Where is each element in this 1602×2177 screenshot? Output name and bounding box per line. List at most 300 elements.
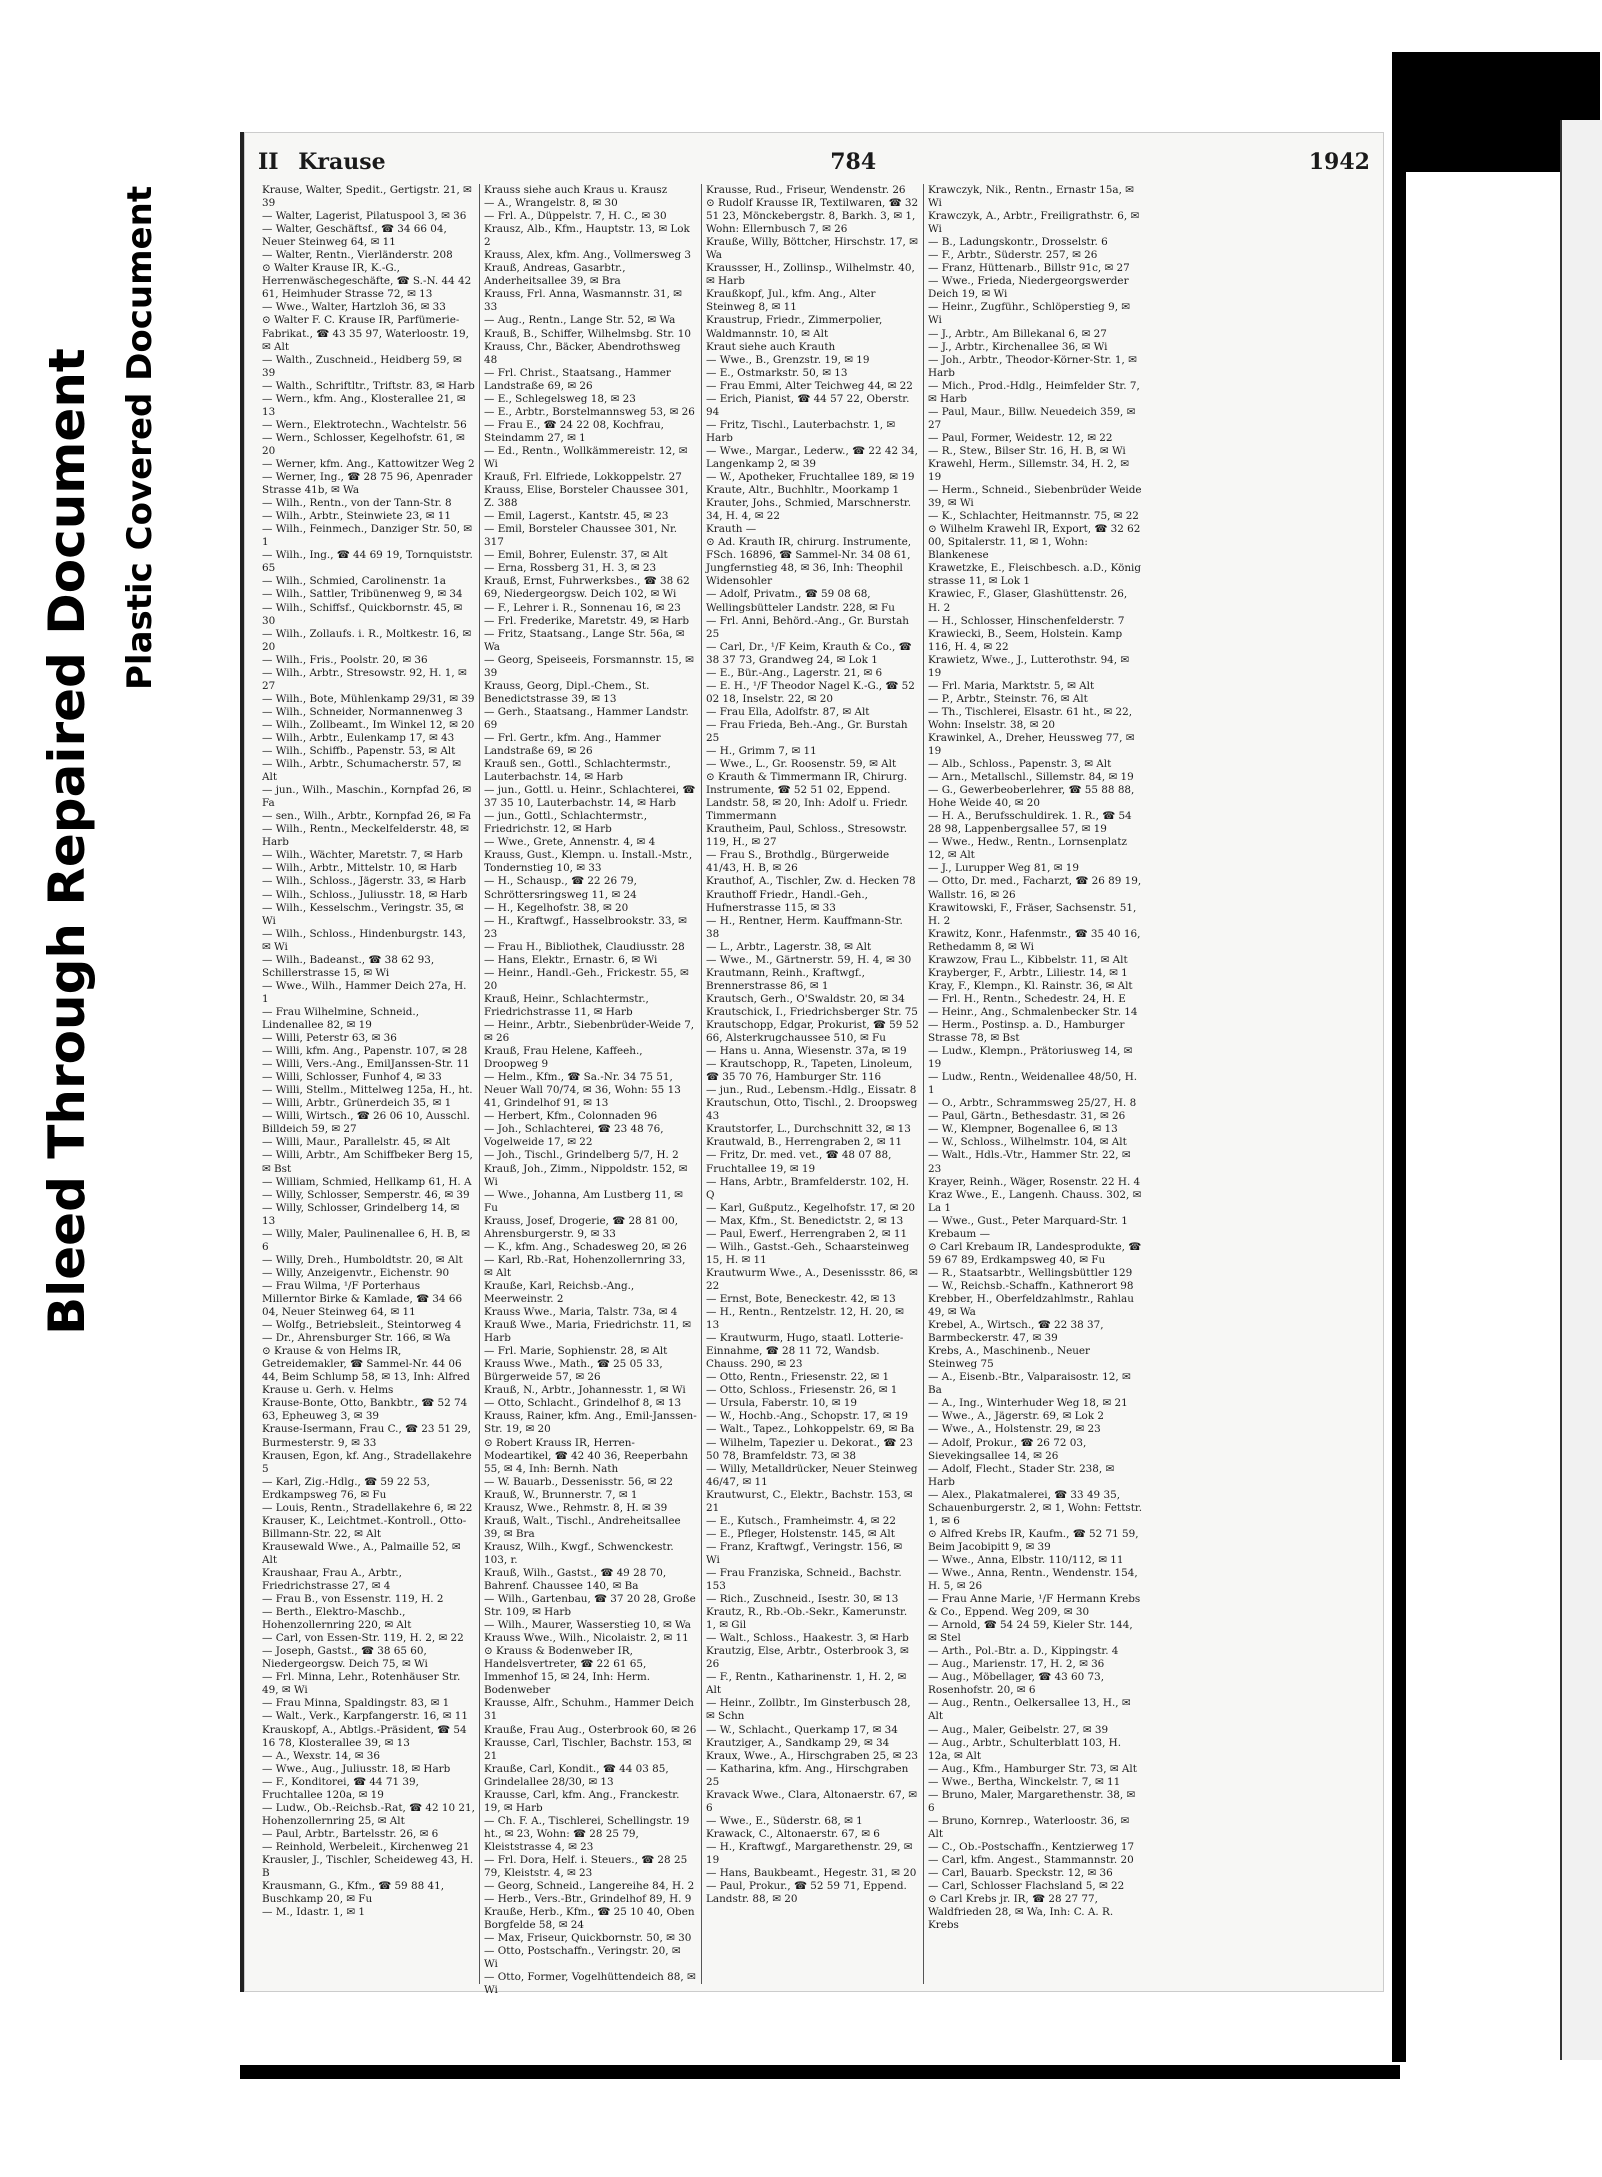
directory-entry: — Wilh., Schloss., Juliusstr. 18, ✉ Harb	[262, 888, 468, 901]
directory-entry: — Frau Emmi, Alter Teichweg 44, ✉ 22	[706, 379, 913, 392]
directory-entry: Krauthof, A., Tischler, Zw. d. Hecken 78	[706, 875, 916, 888]
directory-entry: — Willi, Arbtr., Grünerdeich 35, ✉ 1	[262, 1097, 452, 1110]
directory-entry: ⊙ Walter Krause IR, K.-G., Herrenwäschegeschäfte, ☎ S.-N. 44 42 61, Heimhuder Strasse 72, ✉ 13	[262, 262, 472, 301]
directory-entry: — Paul, Maur., Billw. Neuedeich 359, ✉ 27	[928, 405, 1136, 431]
directory-entry: — Wilh., Badeanst., ☎ 38 62 93, Schillerstrasse 15, ✉ Wi	[262, 953, 435, 979]
directory-entry: — Hans, Baukbeamt., Hegestr. 31, ✉ 20	[706, 1867, 917, 1880]
directory-entry: — F., Rentn., Katharinenstr. 1, H. 2, ✉ Alt	[706, 1671, 907, 1697]
directory-entry: — Frau S., Brothdlg., Bürgerweide 41/43, H. B, ✉ 26	[706, 849, 890, 875]
directory-entry: Krauße, Frau Aug., Osterbrook 60, ✉ 26	[484, 1723, 697, 1736]
directory-entry: — Berth., Elektro-Maschb., Hohenzollernring 220, ✉ Alt	[262, 1606, 412, 1632]
directory-entry: — Arn., Metallschl., Sillemstr. 84, ✉ 19	[928, 771, 1134, 784]
directory-entry: Krawinkel, A., Dreher, Heussweg 77, ✉ 19	[928, 731, 1135, 758]
directory-entry: — jun., Gottl., Schlachtermstr., Friedrichstr. 12, ✉ Harb	[484, 810, 648, 836]
directory-entry: Krawetzke, E., Fleischbesch. a.D., König strasse 11, ✉ Lok 1	[928, 562, 1142, 588]
directory-entry: — Willy, Anzeigenvtr., Eichenstr. 90	[262, 1266, 450, 1279]
plastic-covered-label: Plastic Covered Document	[120, 185, 160, 690]
directory-entry: Krauss, Elise, Borsteler Chaussee 301, Z. 388	[484, 484, 689, 510]
side-label-block	[0, 0, 230, 1500]
directory-entry: — Frau Frieda, Beh.-Ang., Gr. Burstah 25	[706, 718, 908, 744]
directory-entry: Krausse, Carl, Tischler, Bachstr. 153, ✉ 21	[484, 1736, 692, 1762]
directory-entry: — Bruno, Maler, Margarethenstr. 38, ✉ 6	[928, 1788, 1136, 1814]
bleed-through-label: Bleed Through Repaired Document	[38, 348, 96, 1335]
directory-entry: — Alb., Schloss., Papenstr. 3, ✉ Alt	[928, 758, 1112, 771]
directory-entry: — William, Schmied, Hellkamp 61, H. A	[262, 1175, 472, 1188]
directory-entry: — Willy, Metalldrücker, Neuer Steinweg 46/47, ✉ 11	[706, 1462, 918, 1488]
directory-entry: Kraussser, H., Zollinsp., Wilhelmstr. 40, ✉ Harb	[706, 262, 915, 288]
directory-entry: — Hans, Elektr., Ernastr. 6, ✉ Wi	[484, 953, 658, 966]
column-1	[258, 184, 480, 1984]
directory-entry: — A., Eisenb.-Btr., Valparaisostr. 12, ✉ Ba	[928, 1371, 1131, 1397]
directory-entry: — Walt., Hdls.-Vtr., Hammer Str. 22, ✉ 23	[928, 1149, 1131, 1175]
directory-entry: — Wilh., Fris., Poolstr. 20, ✉ 36	[262, 653, 428, 666]
directory-entry: — Emil, Bohrer, Eulenstr. 37, ✉ Alt	[484, 549, 668, 562]
directory-entry: — Walt., Tapez., Lohkoppelstr. 69, ✉ Ba	[706, 1423, 915, 1436]
directory-entry: — Wwe., E., Süderstr. 68, ✉ 1	[706, 1814, 863, 1827]
directory-entry: Krausmann, G., Kfm., ☎ 59 88 41, Buschkamp 20, ✉ Fu	[262, 1880, 445, 1906]
directory-entry: — Wwe., B., Grenzstr. 19, ✉ 19	[706, 353, 870, 366]
directory-entry: — Krautwurm, Hugo, staatl. Lotterie-Einnahme, ☎ 28 11 72, Wandsb. Chauss. 290, ✉ 23	[706, 1332, 904, 1371]
directory-entry: Krauß sen., Gottl., Schlachtermstr., Lauterbachstr. 14, ✉ Harb	[484, 758, 671, 784]
directory-entry: — Wwe., Margar., Lederw., ☎ 22 42 34, Langenkamp 2, ✉ 39	[706, 444, 918, 470]
directory-entry: ⊙ Carl Krebaum IR, Landesprodukte, ☎ 59 67 89, Erdkampsweg 40, ✉ Fu	[928, 1240, 1142, 1266]
header-left	[258, 149, 398, 175]
directory-entry: — H., Kegelhofstr. 38, ✉ 20	[484, 901, 629, 914]
directory-entry: — Max, Friseur, Quickbornstr. 50, ✉ 30	[484, 1932, 692, 1945]
directory-entry: — Wwe., Bertha, Winckelstr. 7, ✉ 11	[928, 1775, 1121, 1788]
directory-entry: Krawzow, Frau L., Kibbelstr. 11, ✉ Alt	[928, 953, 1128, 966]
directory-entry: — Wilh., Arbtr., Schumacherstr. 57, ✉ Alt	[262, 758, 461, 784]
directory-entry: Krauss, Chr., Bäcker, Abendrothsweg 48	[484, 340, 681, 366]
directory-entry: — Otto, Postschaffn., Veringstr. 20, ✉ Wi	[484, 1945, 681, 1971]
directory-entry: Krausler, J., Tischler, Scheideweg 43, H. B	[262, 1854, 474, 1880]
directory-entry: Kraushaar, Frau A., Arbtr., Friedrichstrasse 27, ✉ 4	[262, 1566, 402, 1593]
directory-entry: Krawitowski, F., Fräser, Sachsenstr. 51, H. 2	[928, 901, 1137, 927]
directory-entry: Krauße, Carl, Kondit., ☎ 44 03 85, Grindelallee 28/30, ✉ 13	[484, 1762, 669, 1788]
directory-entry: Krauss, Gust., Klempn. u. Install.-Mstr., Tondernstieg 10, ✉ 33	[484, 849, 693, 875]
directory-entry: — Wern., Elektrotechn., Wachtelstr. 56	[262, 418, 467, 431]
page-year: 1942	[1308, 149, 1370, 175]
directory-entry: Kray, F., Klempn., Kl. Rainstr. 36, ✉ Alt	[928, 979, 1133, 992]
directory-entry: — Wern., kfm. Ang., Klosterallee 21, ✉ 13	[262, 392, 466, 418]
directory-entry: — Wwe., Hedw., Rentn., Lornsenplatz 12, ✉ Alt	[928, 836, 1128, 862]
directory-entry: — Katharina, kfm. Ang., Hirschgraben 25	[706, 1762, 909, 1788]
directory-entry: ⊙ Carl Krebs jr. IR, ☎ 28 27 77, Waldfrieden 28, ✉ Wa, Inh: C. A. R. Krebs	[928, 1893, 1114, 1932]
directory-entry: Krauter, Johs., Schmied, Marschnerstr. 34, H. 4, ✉ 22	[706, 497, 912, 523]
directory-entry: — Wilhelm, Tapezier u. Dekorat., ☎ 23 50 78, Bramfeldstr. 73, ✉ 38	[706, 1436, 913, 1462]
directory-entry: — Ludw., Klempn., Prätoriusweg 14, ✉ 19	[928, 1045, 1133, 1071]
directory-entry: — Ludw., Rentn., Weidenallee 48/50, H. 1	[928, 1071, 1138, 1097]
directory-entry: Krauthoff Friedr., Handl.-Geh., Hufnerstrasse 115, ✉ 33	[706, 888, 868, 914]
directory-entry: — Werner, Ing., ☎ 28 75 96, Apenrader Strasse 41b, ✉ Wa	[262, 471, 473, 497]
directory-entry: — Franz, Kraftwgf., Veringstr. 156, ✉ Wi	[706, 1540, 903, 1566]
directory-entry: — Arnold, ☎ 54 24 59, Kieler Str. 144, ✉ Stel	[928, 1619, 1133, 1645]
directory-entry: — Karl, Gußputz., Kegelhofstr. 17, ✉ 20	[706, 1201, 915, 1214]
directory-entry: — Willi, Wirtsch., ☎ 26 06 10, Ausschl. Billdeich 59, ✉ 27	[262, 1110, 470, 1136]
directory-entry: Kraustrup, Friedr., Zimmerpolier, Waldmannstr. 10, ✉ Alt	[706, 314, 883, 340]
directory-entry: Krautheim, Paul, Schloss., Stresowstr. 119, H., ✉ 27	[706, 823, 908, 849]
directory-entry: Krautsch, Gerh., O'Swaldstr. 20, ✉ 34	[706, 992, 905, 1005]
directory-entry: Kraut siehe auch Krauth	[706, 340, 836, 353]
directory-entry: — Wilh., Wächter, Maretstr. 7, ✉ Harb	[262, 849, 463, 862]
directory-entry: — Heinr., Ang., Schmalenbecker Str. 14	[928, 1005, 1138, 1018]
directory-entry: Kraute, Altr., Buchhltr., Moorkamp 1	[706, 484, 900, 497]
directory-entry: — jun., Wilh., Maschin., Kornpfad 26, ✉ Fa	[262, 784, 472, 810]
directory-entry: — Heinr., Zollbtr., Im Ginsterbusch 28, ✉ Schn	[706, 1697, 911, 1723]
directory-entry: Krauße, Willy, Böttcher, Hirschstr. 17, ✉ Wa	[706, 236, 918, 262]
directory-entry: — Carl, Dr., ¹/F Keim, Krauth & Co., ☎ 38 37 73, Grandweg 24, ✉ Lok 1	[706, 640, 912, 666]
directory-entry: — Frl. Anni, Behörd.-Ang., Gr. Burstah 25	[706, 614, 909, 640]
directory-entry: — Wilh., Rentn., von der Tann-Str. 8	[262, 497, 452, 510]
directory-entry: — Wilh., Arbtr., Mittelstr. 10, ✉ Harb	[262, 862, 457, 875]
directory-entry: — Arth., Pol.-Btr. a. D., Kippingstr. 4	[928, 1645, 1119, 1658]
directory-entry: — Frau H., Bibliothek, Claudiusstr. 28	[484, 940, 685, 953]
directory-entry: — Ursula, Faberstr. 10, ✉ 19	[706, 1397, 858, 1410]
scan-edge-bar	[1392, 52, 1406, 2062]
directory-entry: — Paul, Former, Weidestr. 12, ✉ 22	[928, 431, 1113, 444]
directory-entry: — Wilh., Schiffsf., Quickbornstr. 45, ✉ 30	[262, 601, 463, 627]
directory-entry: Krebaum —	[928, 1227, 990, 1240]
directory-entry: — Georg, Schneid., Langereihe 84, H. 2	[484, 1880, 695, 1893]
directory-entry: — Carl, Schlosser Flachsland 5, ✉ 22	[928, 1880, 1125, 1893]
directory-entry: — Herm., Postinsp. a. D., Hamburger Strasse 78, ✉ Bst	[928, 1019, 1125, 1045]
directory-entry: — Franz, Hüttenarb., Billstr 91c, ✉ 27	[928, 262, 1130, 275]
directory-entry: — Willi, Schlosser, Funhof 4, ✉ 33	[262, 1071, 442, 1084]
directory-entry: Krawietz, Wwe., J., Lutterothstr. 94, ✉ 19	[928, 653, 1130, 679]
directory-entry: Krautmann, Reinh., Kraftwgf., Brennerstrasse 86, ✉ 1	[706, 966, 865, 992]
directory-entry: Krause-Isermann, Frau C., ☎ 23 51 29, Burmesterstr. 9, ✉ 33	[262, 1423, 471, 1449]
directory-entry: Krawitz, Konr., Hafenmstr., ☎ 35 40 16, Rethedamm 8, ✉ Wi	[928, 927, 1141, 953]
directory-entry: Krautziger, A., Sandkamp 29, ✉ 34	[706, 1736, 890, 1749]
directory-entry: Krauß, Frau Helene, Kaffeeh., Droopweg 9	[484, 1045, 643, 1071]
directory-entry: Krauß, B., Schiffer, Wilhelmsbg. Str. 10	[484, 327, 691, 340]
directory-entry: — Frl. A., Düppelstr. 7, H. C., ✉ 30	[484, 210, 667, 223]
directory-entry: — Ludw., Ob.-Reichsb.-Rat, ☎ 42 10 21, Hohenzollernring 25, ✉ Alt	[262, 1801, 475, 1827]
directory-entry: Krebel, A., Wirtsch., ☎ 22 38 37, Barmbeckerstr. 47, ✉ 39	[928, 1319, 1104, 1345]
directory-entry: ⊙ Ad. Krauth IR, chirurg. Instrumente, FSch. 16896, ☎ Sammel-Nr. 34 08 61, Jungfernstieg 48, ✉ 36, Inh: Theophil Widensohler	[706, 536, 912, 588]
adjacent-page-sliver	[1560, 120, 1602, 2060]
directory-entry: Krawczyk, A., Arbtr., Freiligrathstr. 6, ✉ Wi	[928, 210, 1140, 236]
directory-entry: ⊙ Robert Krauss IR, Herren-Modeartikel, ☎ 42 40 36, Reeperbahn 55, ✉ 4, Inh: Bernh. Nath	[484, 1436, 688, 1475]
directory-entry: — Otto, Schloss., Friesenstr. 26, ✉ 1	[706, 1384, 898, 1397]
directory-entry: — Frl. Gertr., kfm. Ang., Hammer Landstraße 69, ✉ 26	[484, 731, 661, 758]
directory-entry: Krawczyk, Nik., Rentn., Ernastr 15a, ✉ Wi	[928, 184, 1134, 210]
directory-entry: Krauskopf, A., Abtlgs.-Präsident, ☎ 54 16 78, Klosterallee 39, ✉ 13	[262, 1723, 467, 1749]
directory-entry: — W., Reichsb.-Schaffn., Kathnerort 98	[928, 1279, 1134, 1292]
directory-entry: — Wwe., Walter, Hartzloh 36, ✉ 33	[262, 301, 446, 314]
directory-entry: — Wilh., Schmied, Carolinenstr. 1a	[262, 575, 446, 588]
directory-entry: — Wwe., A., Jägerstr. 69, ✉ Lok 2	[928, 1410, 1105, 1423]
directory-entry: Krauss, Frl. Anna, Wasmannstr. 31, ✉ 33	[484, 288, 682, 314]
directory-entry: — Carl, Bauarb. Speckstr. 12, ✉ 36	[928, 1867, 1113, 1880]
directory-entry: — Adolf, Flecht., Stader Str. 238, ✉ Harb	[928, 1462, 1115, 1488]
directory-entry: — Wwe., L., Gr. Roosenstr. 59, ✉ Alt	[706, 758, 897, 771]
directory-entry: — Wern., Schlosser, Kegelhofstr. 61, ✉ 20	[262, 431, 465, 457]
directory-entry: Krausse, Rud., Friseur, Wendenstr. 26	[706, 184, 906, 196]
directory-entry: — Gerh., Staatsang., Hammer Landstr. 69	[484, 705, 689, 731]
directory-entry: — A., Wexstr. 14, ✉ 36	[262, 1749, 380, 1762]
directory-entry: — Herb., Vers.-Btr., Grindelhof 89, H. 9	[484, 1893, 692, 1906]
directory-entry: — Joh., Arbtr., Theodor-Körner-Str. 1, ✉ Harb	[928, 353, 1137, 379]
directory-entry: — Max, Kfm., St. Benedictstr. 2, ✉ 13	[706, 1214, 904, 1227]
directory-entry: Krautwald, B., Herrengraben 2, ✉ 11	[706, 1136, 903, 1149]
directory-entry: — Heinr., Arbtr., Siebenbrüder-Weide 7, ✉ 26	[484, 1019, 695, 1045]
directory-entry: — Wilh., Arbtr., Stresowstr. 92, H. 1, ✉ 27	[262, 666, 467, 692]
directory-entry: — F., Arbtr., Süderstr. 257, ✉ 26	[928, 249, 1098, 262]
directory-entry: Krauße, Karl, Reichsb.-Ang., Meerweinstr. 2	[484, 1279, 635, 1305]
directory-entry: — Heinr., Handl.-Geh., Frickestr. 55, ✉ 20	[484, 966, 689, 992]
directory-entry: Krauß, Frl. Elfriede, Lokkoppelstr. 27	[484, 471, 682, 484]
directory-entry: — Wwe., Anna, Rentn., Wendenstr. 154, H. 5, ✉ 26	[928, 1566, 1138, 1593]
directory-entry: — L., Arbtr., Lagerstr. 38, ✉ Alt	[706, 940, 872, 953]
directory-entry: Krausz, Alb., Kfm., Hauptstr. 13, ✉ Lok 2	[484, 223, 690, 249]
directory-entry: — K., Schlachter, Heitmannstr. 75, ✉ 22	[928, 510, 1139, 523]
directory-entry: Krausz, Wilh., Kwgf., Schwenckestr. 103, r.	[484, 1540, 674, 1566]
directory-entry: — Frl. Christ., Staatsang., Hammer Landstraße 69, ✉ 26	[484, 366, 671, 392]
directory-entry: — K., kfm. Ang., Schadesweg 20, ✉ 26	[484, 1240, 687, 1253]
directory-entry: — Otto, Schlacht., Grindelhof 8, ✉ 13	[484, 1397, 682, 1410]
directory-entry: — Wilh., Arbtr., Steinwiete 23, ✉ 11	[262, 510, 451, 523]
directory-entry: — Frau B., von Essenstr. 119, H. 2	[262, 1593, 444, 1606]
directory-entry: — Wolfg., Betriebsleit., Steintorweg 4	[262, 1319, 462, 1332]
directory-entry: — Willy, Maler, Paulinenallee 6, H. B, ✉ 6	[262, 1227, 470, 1253]
directory-entry: Krauß, Walt., Tischl., Andreheitsallee 39, ✉ Bra	[484, 1514, 681, 1540]
directory-entry: — Otto, Dr. med., Facharzt, ☎ 26 89 19, Wallstr. 16, ✉ 26	[928, 875, 1142, 901]
directory-entry: — Mich., Prod.-Hdlg., Heimfelder Str. 7, ✉ Harb	[928, 379, 1140, 405]
directory-entry: — Rich., Zuschneid., Isestr. 30, ✉ 13	[706, 1593, 899, 1606]
directory-entry: Krebber, H., Oberfeldzahlmstr., Rahlau 49, ✉ Wa	[928, 1292, 1134, 1319]
directory-entry: — Wilh., Feinmech., Danziger Str. 50, ✉ 1	[262, 523, 473, 549]
directory-entry: — Dr., Ahrensburger Str. 166, ✉ Wa	[262, 1332, 451, 1345]
directory-entry: — Wilh., Arbtr., Eulenkamp 17, ✉ 43	[262, 731, 455, 744]
directory-entry: — W., Schloss., Wilhelmstr. 104, ✉ Alt	[928, 1136, 1127, 1149]
directory-entry: — Walt., Schloss., Haakestr. 3, ✉ Harb	[706, 1632, 909, 1645]
directory-entry: — Wwe., Wilh., Hammer Deich 27a, H. 1	[262, 979, 467, 1005]
directory-entry: — E., Ostmarkstr. 50, ✉ 13	[706, 366, 848, 379]
directory-entry: — Wilh., Schloss., Hindenburgstr. 143, ✉ Wi	[262, 927, 466, 953]
directory-entry: Krauth —	[706, 523, 757, 536]
directory-entry: — Walth., Schriftltr., Triftstr. 83, ✉ Harb	[262, 379, 475, 392]
directory-entry: — Walter, Rentn., Vierländerstr. 208	[262, 249, 453, 262]
directory-entry: Krautzig, Else, Arbtr., Osterbrook 3, ✉ 26	[706, 1645, 909, 1671]
directory-entry: Krauß Wwe., Maria, Friedrichstr. 11, ✉ Harb	[484, 1319, 691, 1345]
directory-entry: Krausen, Egon, kf. Ang., Stradellakehre 5	[262, 1449, 472, 1475]
directory-entry: — Wilh., Bote, Mühlenkamp 29/31, ✉ 39	[262, 692, 475, 705]
directory-entry: — Wwe., Gust., Peter Marquard-Str. 1	[928, 1214, 1128, 1227]
directory-entry: — E., Pfleger, Holstenstr. 145, ✉ Alt	[706, 1527, 895, 1540]
directory-entry: — A., Ing., Winterhuder Weg 18, ✉ 21	[928, 1397, 1128, 1410]
directory-entry: — Frl. Frederike, Maretstr. 49, ✉ Harb	[484, 614, 690, 627]
directory-entry: — Frau Wilma, ¹/F Porterhaus Millerntor Birke & Kamlade, ☎ 34 66 04, Neuer Steinweg 64, ✉ 11	[262, 1279, 463, 1319]
directory-entry: — H., Kraftwgf., Margarethenstr. 29, ✉ 19	[706, 1840, 913, 1866]
directory-entry: — J., Arbtr., Am Billekanal 6, ✉ 27	[928, 327, 1107, 340]
directory-entry: — Walth., Zuschneid., Heidberg 59, ✉ 39	[262, 353, 462, 379]
directory-entry: — Carl, von Essen-Str. 119, H. 2, ✉ 22	[262, 1632, 464, 1645]
directory-entry: — Wwe., Frieda, Niedergeorgswerder Deich 19, ✉ Wi	[928, 275, 1129, 301]
directory-entry: Krauß, W., Brunnerstr. 7, ✉ 1	[484, 1488, 638, 1501]
directory-columns	[258, 184, 1368, 1997]
directory-entry: — Walter, Geschäftsf., ☎ 34 66 04, Neuer Steinweg 64, ✉ 11	[262, 223, 447, 249]
directory-entry: Krautschick, I., Friedrichsberger Str. 75	[706, 1005, 918, 1018]
directory-entry: Krayer, Reinh., Wäger, Rosenstr. 22 H. 4	[928, 1175, 1141, 1188]
directory-entry: — Ch. F. A., Tischlerei, Schellingstr. 19 ht., ✉ 23, Wohn: ☎ 28 25 79, Kleiststrasse 4, ✉ 23	[484, 1814, 690, 1853]
page-number: 784	[830, 149, 877, 175]
directory-entry: — Otto, Former, Vogelhüttendeich 88, ✉ Wi	[484, 1971, 696, 1997]
directory-entry: — Paul, Gärtn., Bethesdastr. 31, ✉ 26	[928, 1110, 1126, 1123]
directory-entry: — Frl. H., Rentn., Schedestr. 24, H. E	[928, 992, 1126, 1005]
directory-entry: — Alex., Plakatmalerei, ☎ 33 49 35, Schauenburgerstr. 2, ✉ 1, Wohn: Fettstr. 1, ✉ 6	[928, 1488, 1143, 1527]
directory-entry: — H., Grimm 7, ✉ 11	[706, 745, 817, 758]
directory-entry: — Wilh., Sattler, Tribünenweg 9, ✉ 34	[262, 588, 463, 601]
directory-entry: — Otto, Rentn., Friesenstr. 22, ✉ 1	[706, 1371, 890, 1384]
directory-entry: Krauss, Josef, Drogerie, ☎ 28 81 00, Ahrensburgerstr. 9, ✉ 33	[484, 1214, 679, 1240]
directory-entry: — Herbert, Kfm., Colonnaden 96	[484, 1110, 658, 1123]
directory-entry: — Willy, Schlosser, Semperstr. 46, ✉ 39	[262, 1188, 470, 1201]
directory-entry: — Willi, kfm. Ang., Papenstr. 107, ✉ 28	[262, 1045, 468, 1058]
directory-entry: — Wwe., Anna, Elbstr. 110/112, ✉ 11	[928, 1553, 1124, 1566]
directory-entry: — Frl. Dora, Helf. i. Steuers., ☎ 28 25 79, Kleiststr. 4, ✉ 23	[484, 1854, 688, 1880]
directory-entry: — Willy, Schlosser, Grindelberg 14, ✉ 13	[262, 1201, 460, 1227]
directory-entry: Krautwurst, C., Elektr., Bachstr. 153, ✉ 21	[706, 1488, 913, 1514]
directory-entry: — Wwe., Grete, Annenstr. 4, ✉ 4	[484, 836, 656, 849]
directory-entry: ⊙ Alfred Krebs IR, Kaufm., ☎ 52 71 59, Beim Jacobipitt 9, ✉ 39	[928, 1527, 1139, 1553]
directory-entry: — F., Konditorei, ☎ 44 71 39, Fruchtallee 120a, ✉ 19	[262, 1775, 419, 1801]
directory-entry: — Emil, Lagerst., Kantstr. 45, ✉ 23	[484, 510, 669, 523]
directory-entry: — E., Arbtr., Borstelmannsweg 53, ✉ 26	[484, 405, 695, 418]
directory-entry: Krauße, Herb., Kfm., ☎ 25 10 40, Oben Borgfelde 58, ✉ 24	[484, 1906, 695, 1932]
directory-entry: — Aug., Kfm., Hamburger Str. 73, ✉ Alt	[928, 1762, 1137, 1775]
directory-entry: Krauss Wwe., Math., ☎ 25 05 33, Bürgerweide 57, ✉ 26	[484, 1358, 663, 1384]
directory-entry: — W., Klempner, Bogenallee 6, ✉ 13	[928, 1123, 1118, 1136]
directory-entry: Krawack, C., Altonaerstr. 67, ✉ 6	[706, 1827, 880, 1840]
directory-entry: Krauss siehe auch Kraus u. Krausz	[484, 184, 668, 196]
directory-entry: Krautz, R., Rb.-Ob.-Sekr., Kamerunstr. 1, ✉ Gil	[706, 1606, 908, 1632]
directory-entry: — jun., Rud., Lebensm.-Hdlg., Eissatr. 8	[706, 1084, 917, 1097]
directory-entry: Krawehl, Herm., Sillemstr. 34, H. 2, ✉ 19	[928, 457, 1129, 484]
column-2	[480, 184, 702, 1997]
directory-entry: — Wilh., Rentn., Meckelfelderstr. 48, ✉ Harb	[262, 823, 469, 849]
directory-entry: Krauß, Andreas, Gasarbtr., Anderheitsallee 39, ✉ Bra	[484, 262, 626, 288]
directory-entry: Krausewald Wwe., A., Palmaille 52, ✉ Alt	[262, 1540, 461, 1566]
directory-entry: — Walter, Lagerist, Pilatuspool 3, ✉ 36	[262, 210, 467, 223]
directory-entry: — jun., Gottl. u. Heinr., Schlachterei, ☎ 37 35 10, Lauterbachstr. 14, ✉ Harb	[484, 784, 696, 810]
directory-entry: — H., Schausp., ☎ 22 26 79, Schröttersringsweg 11, ✉ 24	[484, 875, 637, 901]
directory-entry: Krautschun, Otto, Tischl., 2. Droopsweg 43	[706, 1097, 918, 1123]
directory-entry: — H., Rentn., Rentzelstr. 12, H. 20, ✉ 13	[706, 1306, 904, 1332]
directory-entry: — W. Bauarb., Dessenisstr. 56, ✉ 22	[484, 1475, 674, 1488]
directory-entry: — R., Stew., Bilser Str. 16, H. B, ✉ Wi	[928, 444, 1126, 457]
directory-entry: Krauser, K., Leichtmet.-Kontroll., Otto-Billmann-Str. 22, ✉ Alt	[262, 1514, 467, 1540]
directory-entry: — Frau Minna, Spaldingstr. 83, ✉ 1	[262, 1697, 450, 1710]
directory-entry: — Joh., Tischl., Grindelberg 5/7, H. 2	[484, 1149, 679, 1162]
directory-entry: — Paul, Ewerf., Herrengraben 2, ✉ 11	[706, 1227, 908, 1240]
directory-entry: ⊙ Krauss & Bodenweber IR, Handelsvertreter, ☎ 22 61 65, Immenhof 15, ✉ 24, Inh: Herm. Bodenweber	[484, 1645, 651, 1697]
directory-entry: — W., Apotheker, Fruchtallee 189, ✉ 19	[706, 471, 915, 484]
directory-entry: — Fritz, Tischl., Lauterbachstr. 1, ✉ Harb	[706, 418, 896, 444]
directory-entry: Krausse, Carl, kfm. Ang., Franckestr. 19, ✉ Harb	[484, 1788, 680, 1814]
directory-entry: Krautschopp, Edgar, Prokurist, ☎ 59 52 66, Alsterkrugchaussee 510, ✉ Fu	[706, 1019, 919, 1045]
directory-entry: Krause-Bonte, Otto, Bankbtr., ☎ 52 74 63, Epheuweg 3, ✉ 39	[262, 1397, 468, 1423]
directory-entry: — Willy, Dreh., Humboldtstr. 20, ✉ Alt	[262, 1253, 463, 1266]
directory-entry: ⊙ Krause & von Helms IR, Getreidemakler, ☎ Sammel-Nr. 44 06 44, Beim Schlump 58, ✉ 13, Inh: Alfred Krause u. Gerh. v. Helms	[262, 1345, 470, 1397]
directory-entry: Krawiec, F., Glaser, Glashüttenstr. 26, H. 2	[928, 588, 1128, 614]
directory-entry: — Krautschopp, R., Tapeten, Linoleum, ☎ 35 70 76, Hamburger Str. 116	[706, 1058, 913, 1084]
directory-entry: — Aug., Rentn., Lange Str. 52, ✉ Wa	[484, 314, 676, 327]
directory-entry: — E., Bür.-Ang., Lagerstr. 21, ✉ 6	[706, 666, 883, 679]
directory-entry: Krauß, Heinr., Schlachtermstr., Friedrichstrasse 11, ✉ Harb	[484, 992, 649, 1018]
directory-entry: — sen., Wilh., Arbtr., Kornpfad 26, ✉ Fa	[262, 810, 472, 823]
directory-entry: — Werner, kfm. Ang., Kattowitzer Weg 2	[262, 457, 475, 470]
directory-entry: — Wwe., Johanna, Am Lustberg 11, ✉ Fu	[484, 1188, 683, 1214]
directory-entry: ⊙ Rudolf Krausse IR, Textilwaren, ☎ 32 51 23, Mönckebergstr. 8, Barkh. 3, ✉ 1, Wohn: Ellernbusch 7, ✉ 26	[706, 197, 919, 236]
directory-entry: — E., Kutsch., Framheimstr. 4, ✉ 22	[706, 1514, 896, 1527]
directory-entry: — Bruno, Kornrep., Waterloostr. 36, ✉ Alt	[928, 1814, 1130, 1840]
directory-entry: Kraußkopf, Jul., kfm. Ang., Alter Steinweg 8, ✉ 11	[706, 288, 876, 314]
directory-entry: — Karl, Rb.-Rat, Hohenzollernring 33, ✉ Alt	[484, 1253, 686, 1279]
directory-entry: Kraux, Wwe., A., Hirschgraben 25, ✉ 23	[706, 1749, 918, 1762]
directory-entry: — Hans u. Anna, Wiesenstr. 37a, ✉ 19	[706, 1045, 907, 1058]
directory-entry: — Reinhold, Werbeleit., Kirchenweg 21	[262, 1840, 470, 1853]
directory-entry: — Wilh., Maurer, Wasserstieg 10, ✉ Wa	[484, 1619, 692, 1632]
directory-entry: — Joh., Schlachterei, ☎ 23 48 76, Vogelweide 17, ✉ 22	[484, 1123, 664, 1149]
directory-entry: — Wilh., Zollbeamt., Im Winkel 12, ✉ 20	[262, 718, 475, 731]
directory-entry: — E., Schlegelsweg 18, ✉ 23	[484, 392, 636, 405]
directory-entry: — Wilh., Schiffb., Papenstr. 53, ✉ Alt	[262, 745, 456, 758]
directory-entry: — Aug., Marienstr. 17, H. 2, ✉ 36	[928, 1658, 1105, 1671]
directory-entry: — Willi, Maur., Parallelstr. 45, ✉ Alt	[262, 1136, 451, 1149]
directory-entry: — Erna, Rossberg 31, H. 3, ✉ 23	[484, 562, 657, 575]
directory-entry: — B., Ladungskontr., Drosselstr. 6	[928, 236, 1108, 249]
directory-entry: — Wilh., Kesselschm., Veringstr. 35, ✉ Wi	[262, 901, 464, 927]
directory-entry: Krauß, Wilh., Gastst., ☎ 49 28 70, Bahrenf. Chaussee 140, ✉ Ba	[484, 1566, 667, 1593]
directory-entry: Kravack Wwe., Clara, Altonaerstr. 67, ✉ 6	[706, 1788, 918, 1814]
directory-entry: — Willi, Vers.-Ang., EmilJanssen-Str. 11	[262, 1058, 470, 1071]
directory-entry: ⊙ Krauth & Timmermann IR, Chirurg. Instrumente, ☎ 52 51 02, Eppend. Landstr. 58, ✉ 20, Inh: Adolf u. Friedr. Timmermann	[706, 771, 908, 823]
directory-entry: — Frau Ella, Adolfstr. 87, ✉ Alt	[706, 705, 870, 718]
directory-entry: — Willi, Peterstr 63, ✉ 36	[262, 1032, 397, 1045]
directory-entry: — Fritz, Dr. med. vet., ☎ 48 07 88, Fruchtallee 19, ✉ 19	[706, 1149, 892, 1175]
directory-entry: Kraz Wwe., E., Langenh. Chauss. 302, ✉ La 1	[928, 1188, 1142, 1214]
directory-entry: — Wilh., Ing., ☎ 44 69 19, Tornquiststr. 65	[262, 549, 473, 575]
directory-entry: — Aug., Möbellager, ☎ 43 60 73, Rosenhofstr. 20, ✉ 6	[928, 1671, 1105, 1697]
directory-entry: — H. A., Berufsschuldirek. 1. R., ☎ 54 28 98, Lappenbergsallee 57, ✉ 19	[928, 810, 1132, 836]
directory-entry: — Willi, Stellm., Mittelweg 125a, H., ht.	[262, 1084, 473, 1097]
directory-entry: — Louis, Rentn., Stradellakehre 6, ✉ 22	[262, 1501, 473, 1514]
directory-entry: — Walt., Verk., Karpfangerstr. 16, ✉ 11	[262, 1710, 469, 1723]
directory-entry: Krauss, Alex, kfm. Ang., Vollmersweg 3	[484, 249, 692, 262]
directory-entry: ⊙ Wilhelm Krawehl IR, Export, ☎ 32 62 00, Spitalerstr. 11, ✉ 1, Wohn: Blankenese	[928, 523, 1141, 562]
directory-entry: — P., Arbtr., Steinstr. 76, ✉ Alt	[928, 692, 1088, 705]
directory-entry: — F., Lehrer i. R., Sonnenau 16, ✉ 23	[484, 601, 681, 614]
directory-entry: — Adolf, Prokur., ☎ 26 72 03, Sievekingsallee 14, ✉ 26	[928, 1436, 1087, 1462]
directory-entry: — Wilh., Zollaufs. i. R., Moltkestr. 16, ✉ 20	[262, 627, 472, 653]
directory-entry: — M., Idastr. 1, ✉ 1	[262, 1906, 365, 1919]
directory-entry: — Hans, Arbtr., Bramfelderstr. 102, H. Q	[706, 1175, 910, 1201]
directory-entry: Krautstorfer, L., Durchschnitt 32, ✉ 13	[706, 1123, 911, 1136]
directory-entry: — W., Hochb.-Ang., Schopstr. 17, ✉ 19	[706, 1410, 909, 1423]
directory-entry: — Helm., Kfm., ☎ Sa.-Nr. 34 75 51, Neuer Wall 70/74, ✉ 36, Wohn: 55 13 41, Grindelhof 91, ✉ 13	[484, 1071, 681, 1110]
directory-entry: — Frau Wilhelmine, Schneid., Lindenallee 82, ✉ 19	[262, 1005, 420, 1031]
directory-entry: — Wilh., Schneider, Normannenweg 3	[262, 705, 463, 718]
directory-entry: Krausse, Alfr., Schuhm., Hammer Deich 31	[484, 1697, 694, 1723]
page-header	[258, 146, 1370, 178]
directory-entry: — Karl, Zig.-Hdlg., ☎ 59 22 53, Erdkampsweg 76, ✉ Fu	[262, 1475, 430, 1501]
directory-entry: Krausz, Wwe., Rehmstr. 8, H. ✉ 39	[484, 1501, 668, 1514]
directory-entry: — R., Staatsarbtr., Wellingsbüttler 129	[928, 1266, 1133, 1279]
directory-entry: — O., Arbtr., Schrammsweg 25/27, H. 8	[928, 1097, 1137, 1110]
directory-entry: — Wilh., Gastst.-Geh., Schaarsteinweg 15, H. ✉ 11	[706, 1240, 910, 1266]
directory-entry: — E. H., ¹/F Theodor Nagel K.-G., ☎ 52 02 18, Inselstr. 22, ✉ 20	[706, 679, 915, 705]
